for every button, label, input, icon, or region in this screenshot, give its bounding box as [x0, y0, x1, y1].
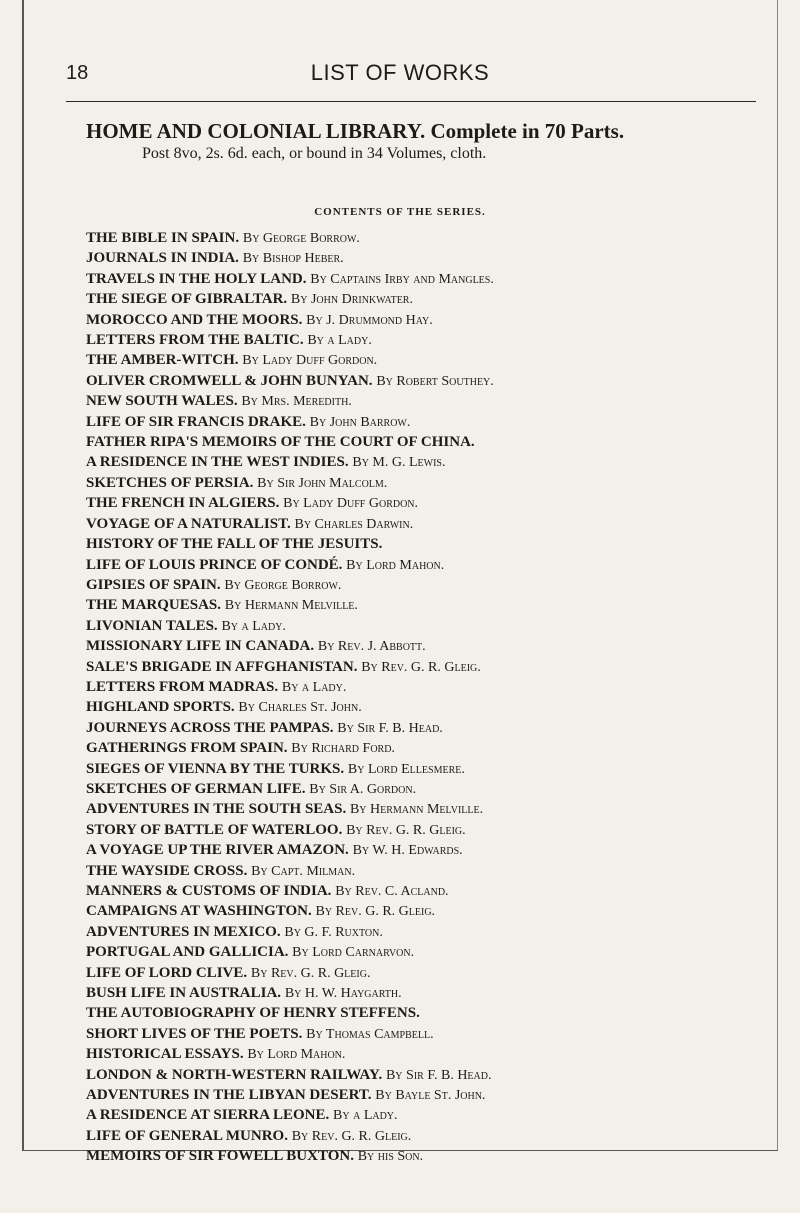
work-title: JOURNALS IN INDIA.	[86, 250, 239, 267]
work-entry	[86, 248, 766, 268]
work-title: LETTERS FROM THE BALTIC.	[86, 332, 304, 349]
work-author: By a Lady.	[281, 679, 347, 695]
work-entry	[86, 963, 766, 983]
work-title: STORY OF BATTLE OF WATERLOO.	[86, 821, 343, 838]
work-title: SHORT LIVES OF THE POETS.	[86, 1025, 303, 1042]
work-author: By George Borrow.	[224, 577, 342, 593]
work-entry	[86, 473, 766, 493]
work-title: SKETCHES OF GERMAN LIFE.	[86, 780, 306, 797]
work-author: By Sir A. Gordon.	[309, 781, 417, 797]
work-title: LIFE OF LOUIS PRINCE OF CONDÉ.	[86, 556, 343, 573]
work-author: By Rev. J. Abbott.	[317, 639, 426, 655]
work-entry	[86, 983, 766, 1003]
work-author: By J. Drummond Hay.	[306, 312, 433, 328]
work-entry	[86, 738, 766, 758]
work-title: HIGHLAND SPORTS.	[86, 699, 235, 716]
contents-heading: CONTENTS OF THE SERIES.	[314, 206, 486, 218]
work-title: MEMOIRS OF SIR FOWELL BUXTON.	[86, 1148, 354, 1165]
work-title: NEW SOUTH WALES.	[86, 393, 238, 410]
work-entry	[86, 1065, 766, 1085]
work-author: By Charles Darwin.	[294, 516, 414, 532]
work-title: OLIVER CROMWELL & JOHN BUNYAN.	[86, 372, 373, 389]
work-author: By Lord Ellesmere.	[347, 761, 465, 777]
work-entry	[86, 840, 766, 860]
work-author: By Bayle St. John.	[375, 1088, 486, 1104]
work-title: LIFE OF GENERAL MUNRO.	[86, 1127, 288, 1144]
work-title: CAMPAIGNS AT WASHINGTON.	[86, 903, 312, 920]
work-entry	[86, 616, 766, 636]
work-entry	[86, 1105, 766, 1125]
work-title: ADVENTURES IN MEXICO.	[86, 923, 281, 940]
page-frame-right	[777, 0, 778, 1150]
work-entry	[86, 534, 766, 554]
work-author: By Lord Carnarvon.	[292, 945, 415, 961]
work-author: By W. H. Edwards.	[352, 843, 463, 859]
work-title: THE WAYSIDE CROSS.	[86, 862, 248, 879]
work-author: By Sir John Malcolm.	[257, 475, 388, 491]
work-title: THE AUTOBIOGRAPHY OF HENRY STEFFENS.	[86, 1005, 420, 1022]
work-entry	[86, 636, 766, 656]
work-author: By Thomas Campbell.	[306, 1026, 434, 1042]
work-author: By Hermann Melville.	[349, 802, 484, 818]
work-title: SALE'S BRIGADE IN AFFGHANISTAN.	[86, 658, 358, 675]
work-author: By George Borrow.	[242, 231, 360, 246]
work-author: By Sir F. B. Head.	[385, 1067, 492, 1083]
work-title: PORTUGAL AND GALLICIA.	[86, 944, 289, 961]
work-title: A RESIDENCE AT SIERRA LEONE.	[86, 1107, 330, 1124]
work-author: By Lady Duff Gordon.	[283, 496, 419, 512]
work-entry	[86, 1126, 766, 1146]
work-title: GIPSIES OF SPAIN.	[86, 576, 221, 593]
work-entry	[86, 922, 766, 942]
page-number: 18	[66, 62, 89, 84]
page-frame-left	[22, 0, 24, 1150]
work-entry	[86, 820, 766, 840]
work-author: By Robert Southey.	[376, 373, 494, 389]
work-entry	[86, 1003, 766, 1023]
work-entry	[86, 452, 766, 472]
work-author: By Bishop Heber.	[242, 251, 344, 267]
work-entry	[86, 861, 766, 881]
work-entry	[86, 555, 766, 575]
work-author: By Captains Irby and Mangles.	[310, 271, 494, 287]
work-entry	[86, 575, 766, 595]
work-author: By John Barrow.	[309, 414, 411, 430]
work-entry	[86, 718, 766, 738]
work-author: By a Lady.	[221, 618, 286, 634]
work-title: THE AMBER-WITCH.	[86, 352, 239, 369]
work-author: By Lord Mahon.	[247, 1047, 346, 1063]
work-author: By Hermann Melville.	[224, 598, 358, 614]
work-entry	[86, 228, 766, 248]
work-title: GATHERINGS FROM SPAIN.	[86, 740, 288, 757]
work-title: MOROCCO AND THE MOORS.	[86, 311, 303, 328]
series-title: HOME AND COLONIAL LIBRARY. Complete in 70 Parts.	[86, 119, 625, 143]
work-title: LIFE OF SIR FRANCIS DRAKE.	[86, 413, 306, 430]
work-entry	[86, 391, 766, 411]
work-title: MANNERS & CUSTOMS OF INDIA.	[86, 883, 332, 899]
work-entry	[86, 595, 766, 615]
work-entry	[86, 779, 766, 799]
work-title: THE MARQUESAS.	[86, 597, 222, 614]
work-entry	[86, 269, 766, 289]
work-entry	[86, 1146, 766, 1166]
work-title: A RESIDENCE IN THE WEST INDIES.	[86, 454, 349, 471]
work-author: By H. W. Haygarth.	[284, 986, 402, 1002]
work-title: HISTORICAL ESSAYS.	[86, 1046, 244, 1063]
work-author: By Lady Duff Gordon.	[242, 353, 378, 369]
work-entry	[86, 330, 766, 350]
work-title: BUSH LIFE IN AUSTRALIA.	[86, 985, 282, 1002]
work-author: By Capt. Milman.	[251, 863, 356, 879]
work-entry	[86, 677, 766, 697]
work-entry	[86, 493, 766, 513]
work-author: By Rev. G. R. Gleig.	[291, 1128, 412, 1144]
work-title: LETTERS FROM MADRAS.	[86, 678, 279, 695]
work-title: JOURNEYS ACROSS THE PAMPAS.	[86, 719, 334, 736]
work-entry	[86, 1044, 766, 1064]
work-entry	[86, 350, 766, 370]
work-author: By Rev. C. Acland.	[335, 884, 449, 899]
work-title: A VOYAGE UP THE RIVER AMAZON.	[86, 842, 349, 859]
work-author: By Rev. G. R. Gleig.	[346, 822, 466, 838]
work-title: HISTORY OF THE FALL OF THE JESUITS.	[86, 536, 383, 553]
work-entry	[86, 371, 766, 391]
work-title: THE SIEGE OF GIBRALTAR.	[86, 291, 288, 308]
work-author: By Sir F. B. Head.	[337, 720, 443, 736]
work-author: By Mrs. Meredith.	[241, 394, 352, 410]
work-entry	[86, 289, 766, 309]
running-head: LIST OF WORKS	[310, 60, 490, 85]
work-title: TRAVELS IN THE HOLY LAND.	[86, 270, 307, 287]
work-author: By M. G. Lewis.	[352, 455, 446, 471]
work-title: LONDON & NORTH-WESTERN RAILWAY.	[86, 1066, 383, 1083]
work-entry	[86, 942, 766, 962]
work-entry	[86, 901, 766, 921]
work-entry	[86, 514, 766, 534]
work-author: By Rev. G. R. Gleig.	[250, 965, 371, 981]
work-entry	[86, 881, 766, 901]
work-title: SIEGES OF VIENNA BY THE TURKS.	[86, 760, 345, 777]
work-entry	[86, 799, 766, 819]
work-author: By Richard Ford.	[291, 741, 395, 757]
work-author: By his Son.	[357, 1149, 424, 1165]
work-author: By Rev. G. R. Gleig.	[361, 659, 481, 675]
work-entry	[86, 657, 766, 677]
work-title: LIFE OF LORD CLIVE.	[86, 964, 248, 981]
work-title: THE FRENCH IN ALGIERS.	[86, 495, 280, 512]
work-entry	[86, 697, 766, 717]
work-title: VOYAGE OF A NATURALIST.	[86, 515, 291, 532]
work-title: LIVONIAN TALES.	[86, 617, 218, 634]
work-title: ADVENTURES IN THE SOUTH SEAS.	[86, 801, 347, 818]
work-entry	[86, 759, 766, 779]
header-rule	[66, 101, 756, 102]
series-subtitle: Post 8vo, 2s. 6d. each, or bound in 34 Volumes, cloth.	[142, 145, 487, 162]
work-title: MISSIONARY LIFE IN CANADA.	[86, 638, 315, 655]
works-list	[86, 228, 766, 1167]
work-entry	[86, 310, 766, 330]
work-author: By a Lady.	[307, 333, 372, 349]
work-title: THE BIBLE IN SPAIN.	[86, 230, 240, 246]
work-title: SKETCHES OF PERSIA.	[86, 474, 254, 491]
work-title: ADVENTURES IN THE LIBYAN DESERT.	[86, 1087, 372, 1104]
work-entry	[86, 432, 766, 452]
work-author: By John Drinkwater.	[290, 292, 413, 308]
work-author: By G. F. Ruxton.	[284, 924, 383, 940]
work-author: By Lord Mahon.	[346, 557, 445, 573]
work-title: FATHER RIPA'S MEMOIRS OF THE COURT OF CHINA.	[86, 434, 475, 451]
work-author: By Charles St. John.	[238, 700, 362, 716]
work-entry	[86, 1085, 766, 1105]
work-entry	[86, 1024, 766, 1044]
work-author: By a Lady.	[333, 1108, 398, 1124]
work-entry	[86, 412, 766, 432]
work-author: By Rev. G. R. Gleig.	[315, 904, 436, 920]
